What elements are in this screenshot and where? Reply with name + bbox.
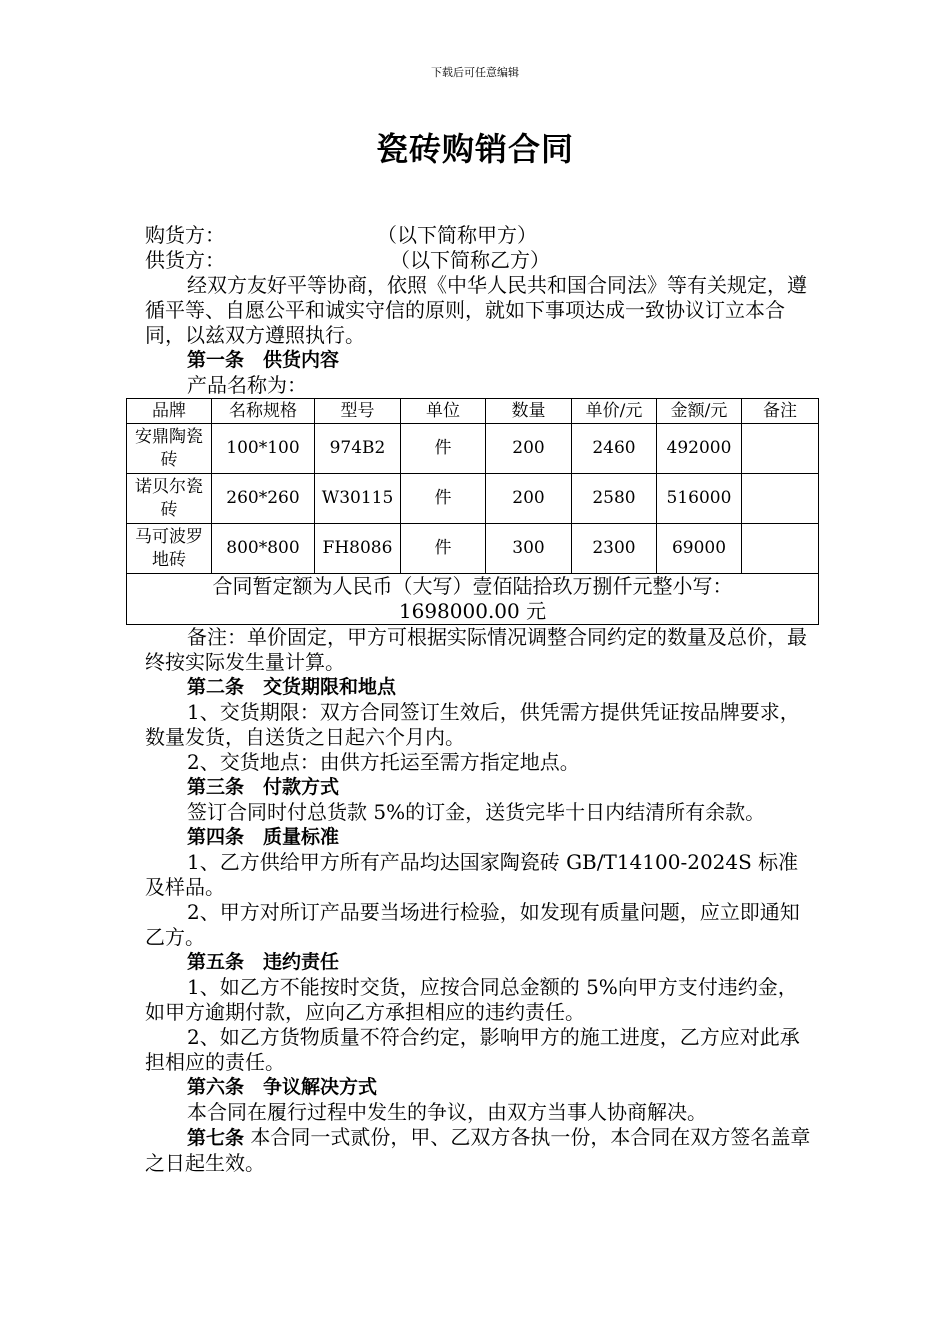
col-header-model: 型号 — [315, 399, 401, 424]
cell-brand: 马可波罗地砖 — [127, 524, 212, 574]
col-header-qty: 数量 — [486, 399, 572, 424]
article6-text: 本合同在履行过程中发生的争议，由双方当事人协商解决。 — [187, 1100, 707, 1124]
cell-spec: 800*800 — [212, 524, 315, 574]
seller-line — [145, 248, 813, 273]
article7 — [145, 1125, 813, 1176]
cell-spec: 100*100 — [212, 424, 315, 474]
article6-heading: 第六条 争议解决方式 — [187, 1076, 378, 1098]
article3-text: 签订合同时付总货款 5%的订金，送货完毕十日内结清所有余款。 — [187, 800, 766, 824]
cell-price: 2300 — [572, 524, 657, 574]
article4-item1: 1、乙方供给甲方所有产品均达国家陶瓷砖 GB/T14100-2024S 标准及样品。 — [145, 850, 799, 899]
cell-price: 2460 — [572, 424, 657, 474]
cell-remark — [742, 424, 819, 474]
total-lowercase: 1698000.00 元 — [398, 599, 547, 623]
article1-heading: 第一条 供货内容 — [187, 349, 340, 371]
article2-item1: 1、交货期限：双方合同签订生效后，供凭需方提供凭证按品牌要求，数量发货，自送货之日起六个月内。 — [145, 700, 800, 749]
col-header-spec: 名称规格 — [212, 399, 315, 424]
cell-remark — [742, 474, 819, 524]
article5-item2: 2、如乙方货物质量不符合约定，影响甲方的施工进度，乙方应对此承担相应的责任。 — [145, 1025, 800, 1074]
article4-item2: 2、甲方对所订产品要当场进行检验，如发现有质量问题，应立即通知乙方。 — [145, 900, 800, 949]
cell-model: W30115 — [315, 474, 401, 524]
article1-remark: 备注：单价固定，甲方可根据实际情况调整合同约定的数量及总价，最终按实际发生量计算。 — [145, 625, 807, 674]
download-note: 下载后可任意编辑 — [431, 66, 519, 79]
table-header-row — [127, 399, 819, 424]
table-total-row — [127, 574, 819, 625]
article7-heading: 第七条 — [187, 1127, 245, 1149]
article7-text: 本合同一式贰份，甲、乙双方各执一份，本合同在双方签名盖章之日起生效。 — [145, 1125, 811, 1175]
cell-qty: 200 — [486, 474, 572, 524]
col-header-price: 单价/元 — [572, 399, 657, 424]
cell-unit: 件 — [401, 424, 486, 474]
cell-model: FH8086 — [315, 524, 401, 574]
table-row — [127, 424, 819, 474]
cell-amount: 492000 — [657, 424, 742, 474]
table-row — [127, 524, 819, 574]
cell-qty: 300 — [486, 524, 572, 574]
article5-heading: 第五条 违约责任 — [187, 951, 340, 973]
seller-note: （以下简称乙方） — [390, 248, 550, 272]
col-header-unit: 单位 — [401, 399, 486, 424]
product-table — [126, 398, 819, 625]
cell-amount: 516000 — [657, 474, 742, 524]
buyer-label: 购货方： — [145, 223, 225, 247]
cell-spec: 260*260 — [212, 474, 315, 524]
col-header-brand: 品牌 — [127, 399, 212, 424]
cell-qty: 200 — [486, 424, 572, 474]
preamble: 经双方友好平等协商，依照《中华人民共和国合同法》等有关规定，遵循平等、自愿公平和诚实守信的原则，就如下事项达成一致协议订立本合同，以兹双方遵照执行。 — [145, 273, 807, 347]
col-header-remark: 备注 — [742, 399, 819, 424]
cell-unit: 件 — [401, 474, 486, 524]
col-header-amount: 金额/元 — [657, 399, 742, 424]
cell-brand: 安鼎陶瓷砖 — [127, 424, 212, 474]
contract-title: 瓷砖购销合同 — [375, 130, 574, 168]
table-row — [127, 474, 819, 524]
seller-label: 供货方： — [145, 248, 225, 272]
cell-price: 2580 — [572, 474, 657, 524]
cell-unit: 件 — [401, 524, 486, 574]
total-uppercase: 合同暂定额为人民币（大写）壹佰陆拾玖万捌仟元整小写： — [212, 574, 733, 598]
cell-brand: 诺贝尔瓷砖 — [127, 474, 212, 524]
contract-total — [127, 574, 819, 625]
cell-remark — [742, 524, 819, 574]
article2-item2: 2、交货地点：由供方托运至需方指定地点。 — [187, 750, 580, 774]
article2-heading: 第二条 交货期限和地点 — [187, 676, 397, 698]
buyer-note: （以下简称甲方） — [377, 223, 537, 247]
product-label: 产品名称为： — [187, 373, 307, 397]
article4-heading: 第四条 质量标准 — [187, 826, 340, 848]
article5-item1: 1、如乙方不能按时交货，应按合同总金额的 5%向甲方支付违约金，如甲方逾期付款，应向乙方承担相应的违约责任。 — [145, 975, 798, 1024]
buyer-line — [145, 223, 813, 248]
cell-amount: 69000 — [657, 524, 742, 574]
cell-model: 974B2 — [315, 424, 401, 474]
contract-body — [135, 223, 813, 1176]
article3-heading: 第三条 付款方式 — [187, 776, 340, 798]
